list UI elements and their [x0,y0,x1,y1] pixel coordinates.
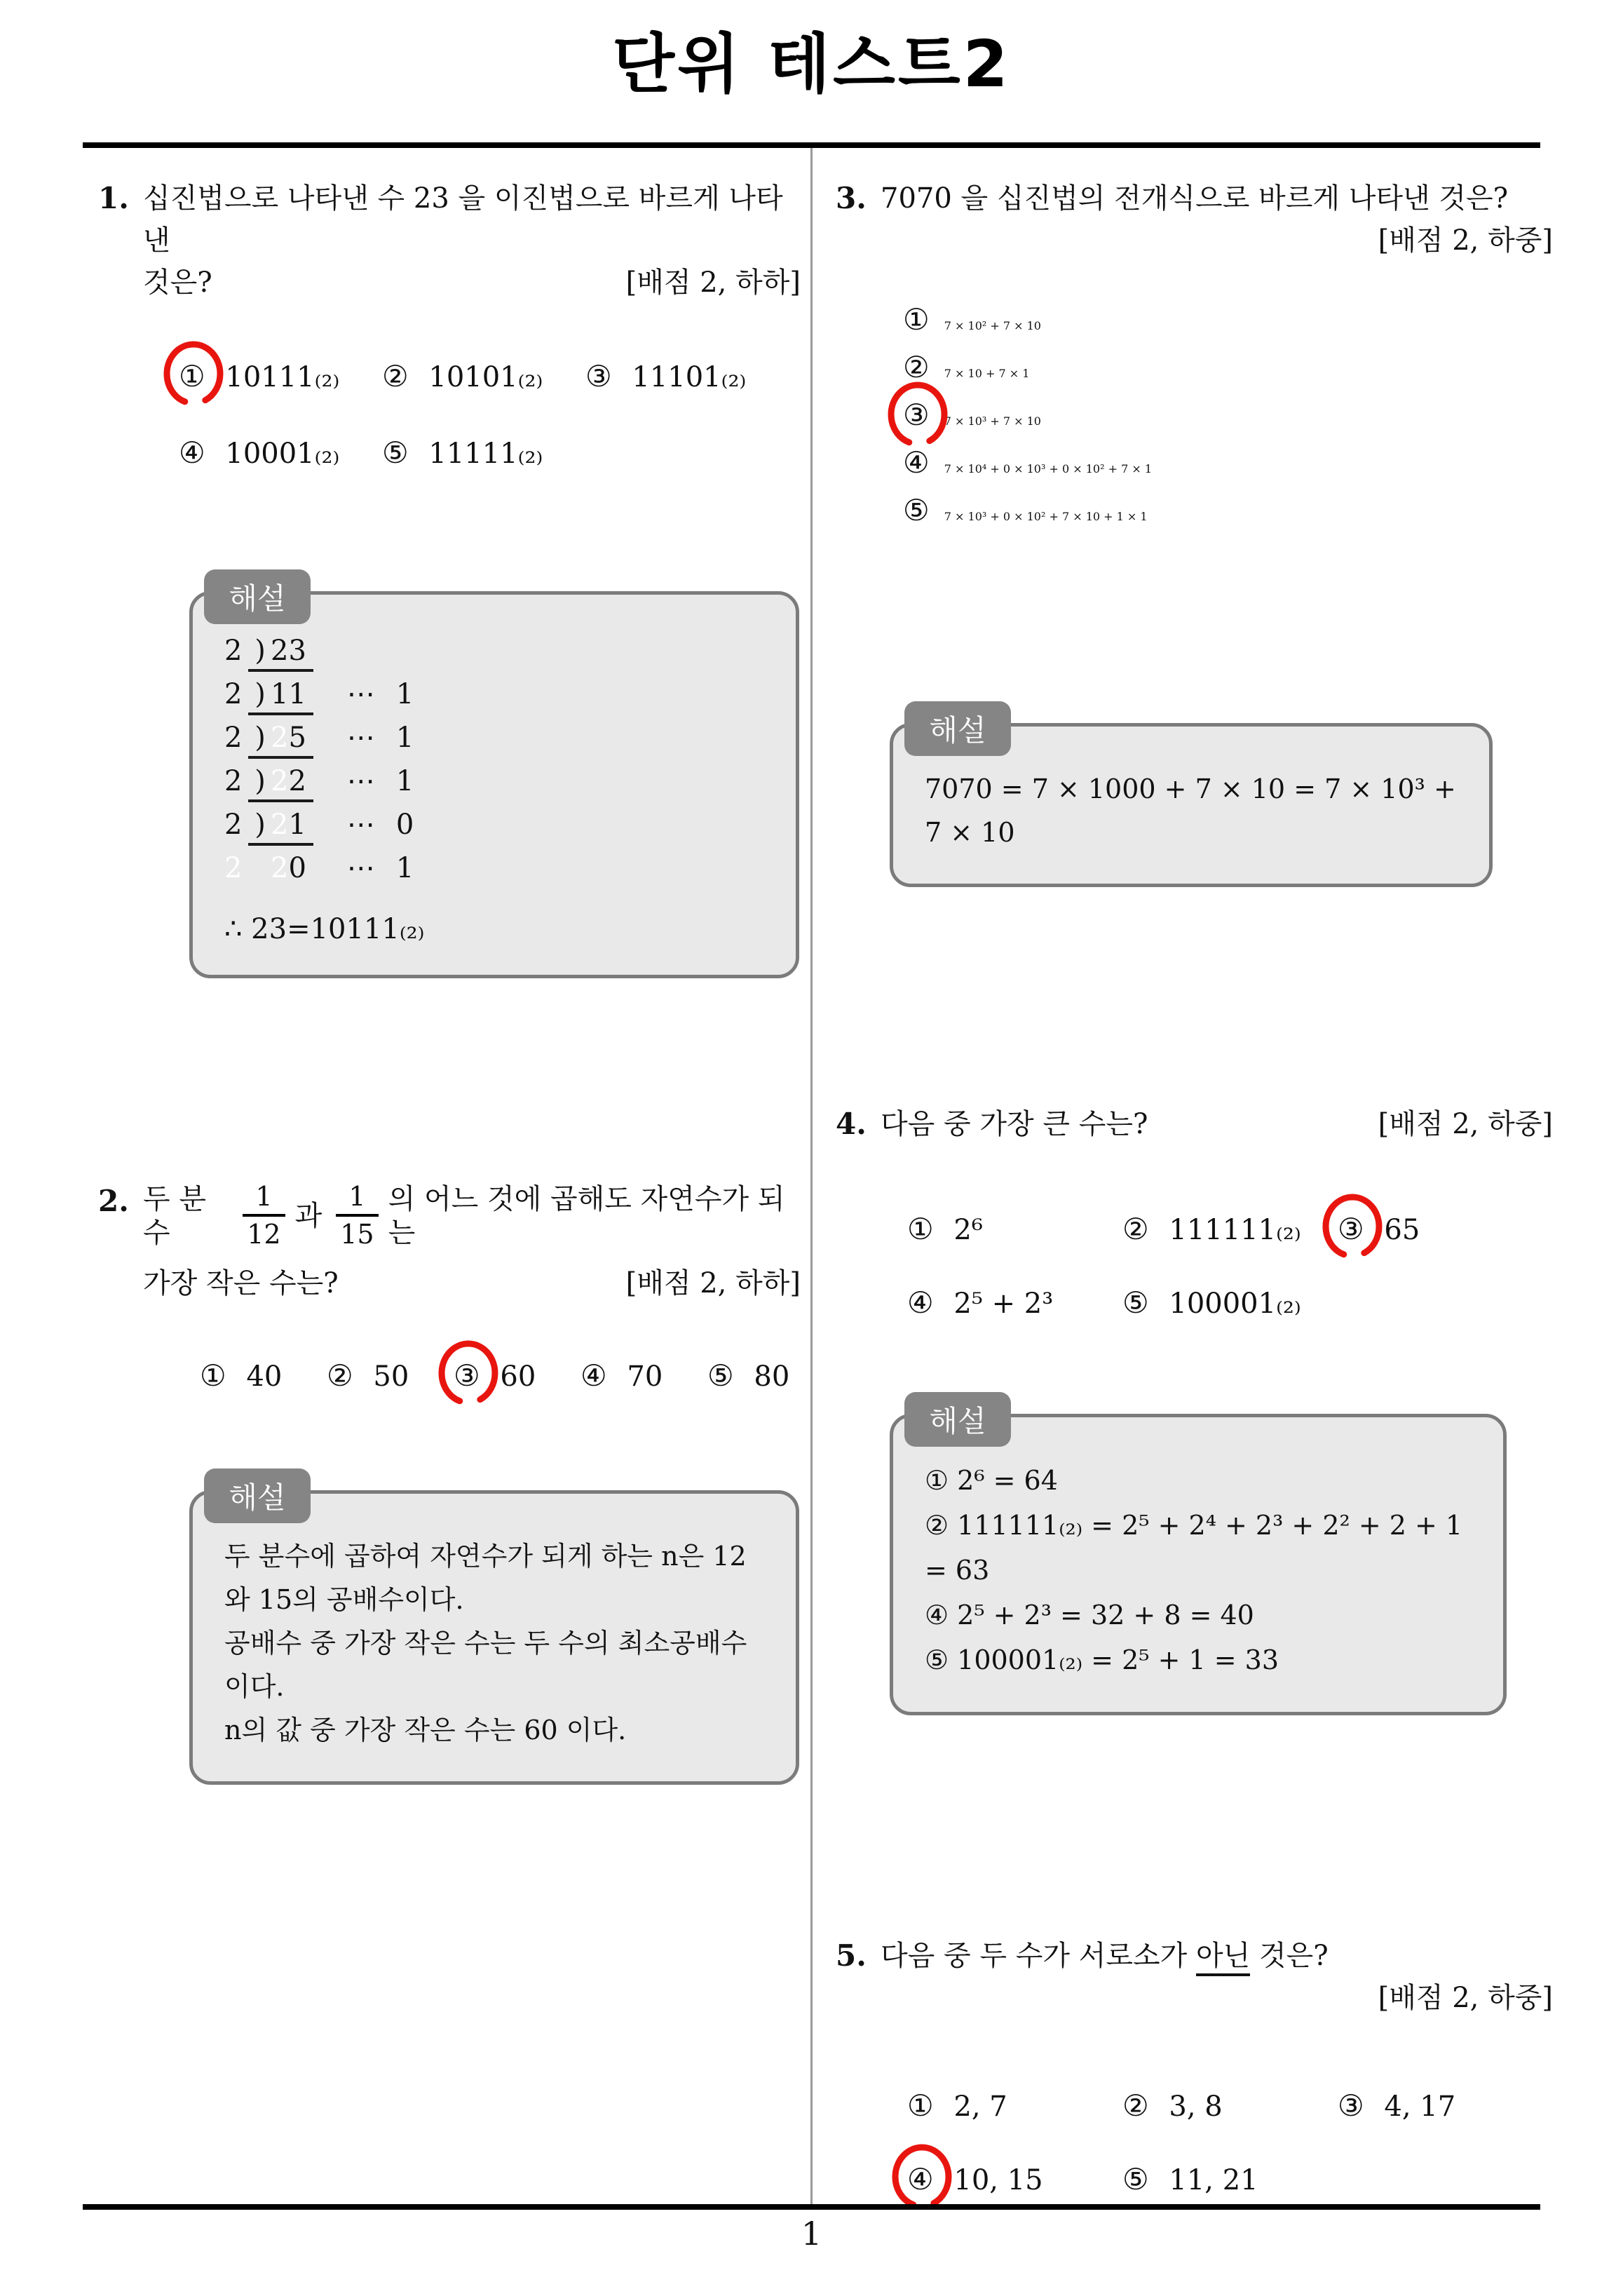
question-text: 가장 작은 수는? [143,1267,339,1299]
option-label: 7 × 10 + 7 × 1 [944,367,1030,380]
solution-line: ② 111111₍₂₎ = 2⁵ + 2⁴ + 2³ + 2² + 2 + 1 = 63 [925,1510,1463,1586]
option [179,433,382,473]
option [903,302,1553,337]
option [903,445,1553,480]
option-label: 7 × 10⁴ + 0 × 10³ + 0 × 10² + 7 × 1 [944,462,1153,475]
fraction [336,1180,378,1251]
option-marker: ② [903,350,930,384]
option-label: 60 [500,1360,536,1393]
option [585,357,789,397]
points-badge: [배점 2, 하하] [625,266,801,299]
option [1122,2086,1338,2126]
question-text: 다음 중 두 수가 서로소가 아닌 것은? [881,1935,1553,1977]
option-marker: ② [327,1358,353,1393]
header-rule [83,142,1540,148]
option-label: 111111₍₂₎ [1169,1214,1301,1246]
question-number: 5. [836,1938,867,1973]
option [907,1210,1122,1250]
option [454,1356,580,1396]
option-label: 70 [627,1360,663,1393]
option [200,1356,327,1396]
option-label: 3, 8 [1169,2091,1223,2123]
division-row: 2 ) 25 ⋯ 1 [224,722,764,759]
division-row: 2 ) 23 [224,635,764,672]
question-1 [98,177,801,978]
option-label: 2⁵ + 2³ [953,1288,1054,1320]
option-marker: ② [1122,2088,1149,2123]
option-label: 11, 21 [1169,2164,1258,2196]
solution-label: 해설 [204,1468,311,1523]
option [903,398,1553,432]
question-number: 1. [98,181,129,215]
option-marker: ① [907,1212,934,1246]
solution-line: ① 2⁶ = 64 [925,1465,1058,1496]
question-4 [836,1103,1553,1715]
question-number: 3. [836,181,867,215]
solution-box-q3 [890,713,1493,887]
footer-rule [83,2204,1540,2210]
option-label: 40 [246,1360,283,1393]
points-badge: [배점 2, 하중] [1378,224,1553,257]
option-label: 100001₍₂₎ [1169,1288,1301,1320]
option-marker: ② [1122,1212,1149,1246]
fraction-numerator: 1 [255,1181,273,1212]
page-title: 단위 테스트2 [612,27,1011,102]
option-label: 50 [373,1360,409,1393]
solution-line: 공배수 중 가장 작은 수는 두 수의 최소공배수이다. [224,1628,747,1702]
option [907,2086,1122,2126]
question-text: 것은? [143,266,212,299]
fraction-denominator: 12 [243,1214,285,1252]
option-label: 10001₍₂₎ [225,438,340,470]
options-q1 [179,357,801,473]
fraction-denominator: 15 [336,1214,378,1252]
solution-box-q2 [189,1480,799,1785]
option-marker: ② [382,359,409,393]
option-marker: ④ [580,1358,607,1393]
option-label: 65 [1384,1214,1420,1246]
solution-conclusion: ∴ 23=10111₍₂₎ [224,913,425,945]
option [1338,1210,1553,1250]
solution-box-q1 [189,581,799,978]
underlined-word: 아닌 [1196,1940,1250,1976]
solution-label: 해설 [904,1392,1011,1447]
question-text: 7070 을 십진법의 전개식으로 바르게 나타낸 것은? [881,182,1509,215]
option-marker: ① [179,359,205,393]
option-marker: ③ [585,359,612,393]
option [382,433,585,473]
option-marker: ③ [454,1358,480,1393]
options-q4 [907,1210,1553,1323]
option [907,1283,1122,1323]
solution-line: ⑤ 100001₍₂₎ = 2⁵ + 1 = 33 [925,1645,1279,1675]
question-3 [836,177,1553,887]
option-marker: ① [907,2088,934,2123]
option-label: 4, 17 [1384,2091,1456,2123]
option-label: 11101₍₂₎ [632,361,747,393]
option [1338,2086,1553,2126]
option-marker: ⑤ [382,435,409,470]
option [1122,1283,1338,1323]
solution-box-q4 [890,1404,1507,1715]
division-row: 2 ) 11 ⋯ 1 [224,679,764,715]
solution-line: 두 분수에 곱하여 자연수가 되게 하는 n은 12와 15의 공배수이다. [224,1541,747,1615]
question-text: 두 분수 $\frac{1}{12}$ 과 $\frac{1}{15}$ 의 어느 것에 곱해도 자연수가 되는 [143,1180,801,1251]
option [580,1356,707,1396]
option-marker: ① [200,1358,226,1393]
option-label: 10, 15 [953,2164,1043,2196]
option-marker: ⑤ [903,493,930,527]
option [179,357,382,397]
points-badge: [배점 2, 하중] [1378,1982,1553,2014]
left-column [83,148,813,2204]
option [903,350,1553,384]
option-marker: ④ [907,2162,934,2196]
solution-line: 7070 = 7 × 1000 + 7 × 10 = 7 × 10³ + 7 × 10 [925,774,1456,848]
question-5 [836,1935,1553,2200]
option-marker: ③ [903,398,930,432]
option-marker: ⑤ [707,1358,734,1393]
option [1122,2160,1338,2200]
option-label: 80 [754,1360,790,1393]
options-q5 [907,2086,1553,2200]
page-number: 1 [801,2215,822,2253]
fraction-numerator: 1 [348,1181,366,1212]
option-label: 10111₍₂₎ [225,361,340,393]
option [903,493,1553,527]
option-label: 11111₍₂₎ [428,438,543,470]
question-2 [98,1180,801,1785]
points-badge: [배점 2, 하중] [1378,1108,1553,1140]
question-text: 다음 중 가장 큰 수는? [881,1108,1148,1140]
points-badge: [배점 2, 하하] [625,1267,801,1299]
question-number: 2. [98,1184,129,1218]
option-label: 2⁶ [953,1214,983,1246]
solution-line: n의 값 중 가장 작은 수는 60 이다. [224,1715,627,1745]
options-q2 [200,1356,801,1396]
option-marker: ① [903,302,930,337]
question-text: 십진법으로 나타낸 수 23 을 이진법으로 바르게 나타낸 [143,182,783,257]
option-marker: ③ [1338,2088,1364,2123]
options-q3 [903,302,1553,527]
option-label: 7 × 10³ + 7 × 10 [944,414,1041,428]
option-marker: ④ [179,435,205,470]
right-column [813,148,1582,2204]
option-label: 10101₍₂₎ [428,361,543,393]
option [1122,1210,1338,1250]
division-row: 2 ) 21 ⋯ 0 [224,809,764,846]
option [382,357,585,397]
option-marker: ④ [903,445,930,480]
two-column-layout [83,148,1553,2204]
option-marker: ⑤ [1122,2162,1149,2196]
division-row: 2 ) 22 ⋯ 1 [224,766,764,802]
option-label: 7 × 10³ + 0 × 10² + 7 × 10 + 1 × 1 [944,510,1148,523]
option [327,1356,454,1396]
option-label: 7 × 10² + 7 × 10 [944,319,1041,332]
option [907,2160,1122,2200]
question-number: 4. [836,1107,867,1141]
fraction [243,1180,285,1251]
option-marker: ⑤ [1122,1285,1149,1320]
solution-label: 해설 [204,569,311,624]
option-marker: ④ [907,1285,934,1320]
solution-line: ④ 2⁵ + 2³ = 32 + 8 = 40 [925,1600,1254,1630]
division-row: 2 20 ⋯ 1 [224,852,414,884]
option-marker: ③ [1338,1212,1364,1246]
option-label: 2, 7 [953,2091,1007,2123]
solution-label: 해설 [904,701,1011,756]
